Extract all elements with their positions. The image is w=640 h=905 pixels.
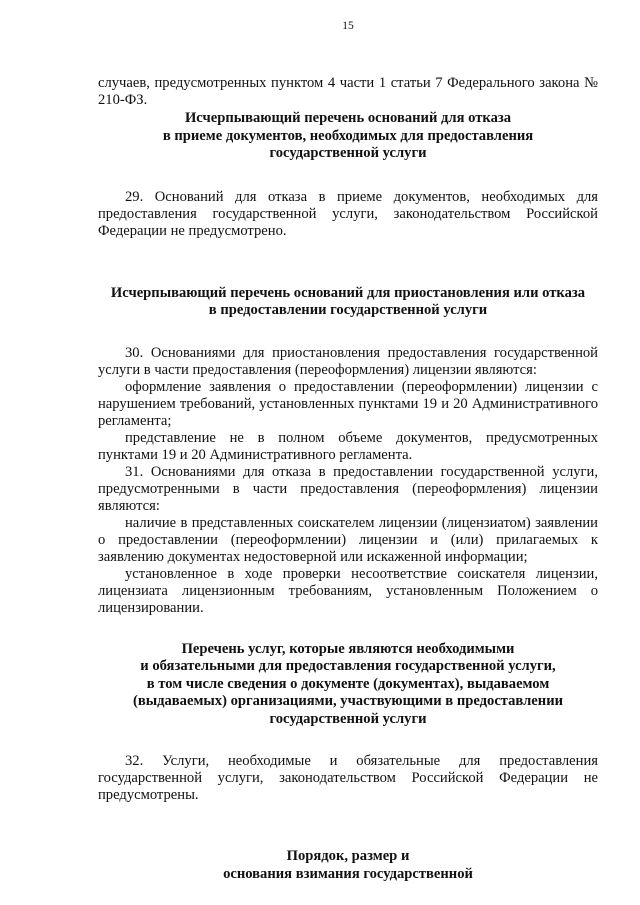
paragraph-30: 30. Основаниями для приостановления предоставления государственной услуги в части предоставления (переоформления) лицензии являются: — [98, 344, 598, 378]
heading-line: в приеме документов, необходимых для предоставления — [162, 127, 534, 144]
heading-line: основания взимания государственной — [223, 865, 473, 882]
page-number: 15 — [342, 20, 354, 32]
heading-line: (выдаваемых) организациями, участвующими в предоставлении — [132, 693, 564, 709]
paragraph-29: 29. Оснований для отказа в приеме документов, необходимых для предоставления государственной услуги, законодательством Российской Федерации не предусмотрено. — [98, 188, 598, 239]
paragraph-31-item-1: наличие в представленных соискателем лицензии (лицензиатом) заявлении о предоставлении (переоформлении) лицензии и (или) прилагаемых к заявлению документах недостоверной или искаженной информации; — [98, 514, 598, 565]
continuation-paragraph: случаев, предусмотренных пунктом 4 части 1 статьи 7 Федерального закона № 210-ФЗ. — [98, 75, 598, 108]
paragraph-31-item-2: установленное в ходе проверки несоответствие соискателя лицензии, лицензиата лицензионным требованиям, установленным Положением о лицензировании. — [98, 565, 598, 616]
paragraph-30-item-1: оформление заявления о предоставлении (переоформлении) лицензии с нарушением требований, установленных пунктами 19 и 20 Административного регламента; — [98, 378, 598, 429]
heading-line: в том числе сведения о документе (документах), выдаваемом — [146, 675, 550, 692]
heading-line: в предоставлении государственной услуги — [208, 302, 488, 318]
heading-line: и обязательными для предоставления государственной услуги, — [140, 658, 556, 674]
heading-line: Порядок, размер и — [286, 848, 410, 864]
section-heading-necessary-services — [98, 641, 598, 729]
paragraph-30-item-2: представление не в полном объеме документов, предусмотренных пунктами 19 и 20 Административного регламента. — [98, 429, 598, 463]
heading-line: Перечень услуг, которые являются необходимыми — [181, 640, 515, 657]
section-heading-fee-procedure — [98, 848, 598, 883]
heading-line: Исчерпывающий перечень оснований для приостановления или отказа — [110, 284, 586, 301]
heading-line: государственной услуги — [269, 710, 427, 727]
section-heading-suspension-refusal — [98, 285, 598, 320]
heading-line: Исчерпывающий перечень оснований для отказа — [184, 110, 512, 126]
heading-line: государственной услуги — [269, 145, 427, 161]
paragraph-31: 31. Основаниями для отказа в предоставлении государственной услуги, предусмотренными в части предоставления (переоформления) лицензии являются: — [98, 463, 598, 514]
paragraph-32: 32. Услуги, необходимые и обязательные для предоставления государственной услуги, законодательством Российской Федерации не предусмотрены. — [98, 753, 598, 803]
section-heading-refusal-acceptance — [98, 110, 598, 163]
